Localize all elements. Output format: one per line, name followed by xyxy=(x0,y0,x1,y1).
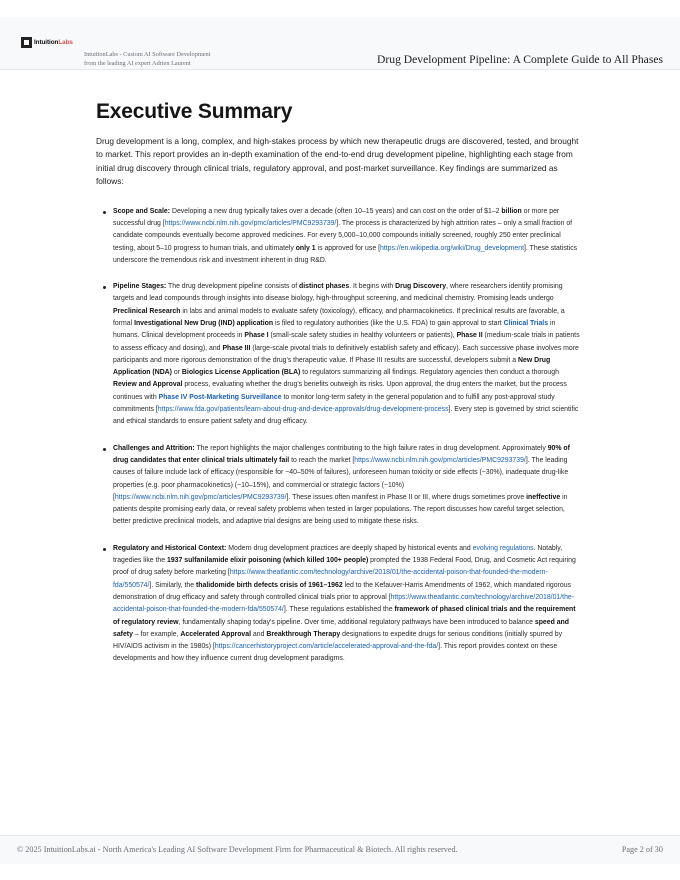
reference-link[interactable]: https://www.theatlantic.com/technology/archive/2018/01/the-accidental-poison-that-founded-the-modern-fda/550574/ xyxy=(113,593,575,614)
reference-link[interactable]: https://www.fda.gov/patients/learn-about-drug-and-device-approvals/drug-development-process xyxy=(157,406,449,414)
reference-link[interactable]: https://www.theatlantic.com/technology/archive/2018/01/the-accidental-poison-that-founded-the-modern-fda/550574/ xyxy=(113,569,548,589)
body-text: ]. Similarly, the xyxy=(149,581,196,589)
emphasis-text: thalidomide birth defects crisis of 1961–1962 xyxy=(196,581,343,589)
logo-text-accent: Labs xyxy=(58,38,73,46)
finding-lead: Pipeline Stages: xyxy=(113,283,167,291)
company-logo[interactable] xyxy=(21,35,73,49)
page-number: Page 2 of 30 xyxy=(621,845,663,854)
body-text: is filed to regulatory authorities (like the U.S. FDA) to gain approval to start xyxy=(273,320,504,327)
logo-text-main: Intuition xyxy=(34,38,59,46)
logo-mark-icon xyxy=(21,37,32,48)
body-text: (large-scale pivotal trials to definitively establish safety and efficacy). Each successive phase involves more participants and more rigorous demonstration of the drug's therapeutic value. If Phase III results are successful, developers submit a xyxy=(113,344,579,364)
emphasis-text: Phase III xyxy=(222,344,251,352)
reference-link[interactable]: https://www.ncbi.nlm.nih.gov/pmc/articles/PMC9293739/ xyxy=(114,493,287,501)
finding-lead: Challenges and Attrition: xyxy=(113,444,195,452)
body-text: . Notably, tragedies like the xyxy=(113,544,563,565)
body-text: led to the Kefauver-Harris Amendments of 1962, which mandated rigorous demonstration of drug efficacy and safety through controlled clinical trials prior to approval [ xyxy=(113,581,571,601)
body-text: in patients despite promising early data, or reveal safety problems when tested in larger populations. The report discusses how careful target selection, better predictive preclinical models, and adaptive trial designs are being used to mitigate these risks. xyxy=(113,493,568,526)
body-text: Modern drug development practices are deeply shaped by historical events and xyxy=(226,544,473,552)
footer-copyright: © 2025 IntuitionLabs.ai - North America's Leading AI Software Development Firm for Pharmaceutical & Biotech. All rights reserved. xyxy=(17,845,458,854)
body-text: designations to expedite drugs for serious conditions (initially spurred by HIV/AIDS activism in the 1980s) [ xyxy=(113,630,563,651)
emphasis-text: speed and safety xyxy=(113,618,569,638)
emphasis-text: Preclinical Research xyxy=(113,307,181,315)
emphasis-text: New Drug Application (NDA) xyxy=(113,356,551,377)
body-text: ]. This report provides context on these developments and how they influence current drug development paradigms. xyxy=(113,643,558,663)
emphasis-text: Phase II xyxy=(456,332,483,340)
finding-item xyxy=(113,443,582,529)
body-text: ]. The leading causes of failure include lack of efficacy (responsible for ~40–50% of failures), unforeseen human toxicity or side effects (~30%), inadequate drug-like properties (e.g. poor pharmacokinetics) (~10–15%), and commercial or strategic factors (~10%) [ xyxy=(113,456,569,501)
body-text: The drug development pipeline consists of xyxy=(166,283,300,291)
body-text: in labs and animal models to evaluate safety (toxicology), efficacy, and pharmacokinetics. If preclinical results are favorable, a formal xyxy=(113,307,565,327)
emphasis-text: Drug Discovery xyxy=(395,283,447,291)
body-text: or xyxy=(171,369,182,377)
reference-link[interactable]: https://www.ncbi.nlm.nih.gov/pmc/articles/PMC9293739/ xyxy=(354,456,526,464)
body-text: prompted the 1938 Federal Food, Drug, and Cosmetic Act requiring proof of drug safety before marketing [ xyxy=(113,557,576,577)
document-title: Drug Development Pipeline: A Complete Guide to All Phases xyxy=(377,53,663,66)
section-heading: Executive Summary xyxy=(96,100,293,123)
emphasis-text: Accelerated Approval xyxy=(180,630,252,638)
body-text: process, evaluating whether the drug's benefits outweigh its risks. Upon approval, the drug enters the market, but the process continues with xyxy=(113,381,567,401)
body-text: or more per successful drug [ xyxy=(113,207,560,227)
emphasis-text: Breakthrough Therapy xyxy=(266,630,341,638)
body-text: Developing a new drug typically takes over a decade (often 10–15 years) and can cost on the order of $1–2 xyxy=(170,207,502,215)
reference-link[interactable]: https://www.ncbi.nlm.nih.gov/pmc/articles/PMC9293739/ xyxy=(164,219,337,227)
key-findings-list xyxy=(96,206,582,666)
reference-link[interactable]: evolving regulations xyxy=(472,544,534,552)
body-text: . It begins with xyxy=(349,283,396,291)
body-text: to monitor long-term safety in the general population and to fulfill any post-approval study commitments [ xyxy=(113,393,555,414)
body-text: The report highlights the major challenges contributing to the high failure rates in drug development. Approximately xyxy=(194,444,548,452)
emphasis-text: Investigational New Drug (IND) application xyxy=(134,320,274,327)
body-text: and xyxy=(251,630,267,638)
body-text: ]. The process is characterized by high attrition rates – only a small fraction of candidate compounds eventually become approved medicines. For every 5,000–10,000 compounds initially screened, roughly 250 enter preclinical testing, about 5–10 progress to human trials, and ultimately xyxy=(113,219,573,252)
emphasis-text: framework of phased clinical trials and the requirement of regulatory review xyxy=(113,606,576,626)
body-text: in humans. Clinical development proceeds in xyxy=(113,320,556,340)
body-text: , where researchers identify promising targets and lead compounds through insights into disease biology, high-throughput screening, and medicinal chemistry. Promising leads undergo xyxy=(113,283,563,303)
body-text: to reach the market [ xyxy=(289,456,355,464)
finding-lead: Regulatory and Historical Context: xyxy=(113,544,227,552)
emphasis-text: Review and Approval xyxy=(113,381,183,389)
body-text: ]. These regulations established the xyxy=(283,606,395,614)
emphasis-text: 90% of drug candidates that enter clinical trials ultimately fail xyxy=(113,444,570,464)
reference-link[interactable]: Clinical Trials xyxy=(503,320,549,327)
emphasis-text: only 1 xyxy=(295,244,316,252)
body-text: to regulators summarizing all findings. Regulatory agencies then conduct a thorough xyxy=(300,369,559,377)
finding-item xyxy=(113,206,582,267)
body-text: ]. These statistics underscore the tremendous risk and investment inherent in drug R&D. xyxy=(113,244,578,264)
reference-link[interactable]: https://cancerhistoryproject.com/article/accelerated-approval-and-the-fda/ xyxy=(214,643,439,651)
emphasis-text: Biologics License Application (BLA) xyxy=(181,369,301,377)
emphasis-text: ineffective xyxy=(526,493,561,501)
body-text: ]. These issues often manifest in Phase II or III, where drugs sometimes prove xyxy=(286,493,527,501)
body-text: (small-scale safety studies in healthy volunteers or patients), xyxy=(268,332,457,340)
finding-lead: Scope and Scale: xyxy=(113,207,171,215)
finding-item xyxy=(113,281,582,429)
page-header xyxy=(0,17,680,70)
reference-link[interactable]: Phase IV Post-Marketing Surveillance xyxy=(158,393,282,401)
body-text: , fundamentally shaping today's pipeline. Over time, additional regulatory pathways have been introduced to balance xyxy=(178,618,535,626)
emphasis-text: billion xyxy=(501,207,522,215)
emphasis-text: Phase I xyxy=(244,332,269,340)
body-text: ]. Every step is governed by strict scientific and ethical standards to ensure patient safety and drug efficacy. xyxy=(113,406,579,426)
body-text: is approved for use [ xyxy=(315,244,380,252)
body-text: – for example, xyxy=(132,630,181,638)
reference-link[interactable]: https://en.wikipedia.org/wiki/Drug_development xyxy=(380,244,525,252)
main-content xyxy=(96,97,582,680)
company-tagline xyxy=(84,51,234,68)
finding-item xyxy=(113,543,582,666)
body-text: (medium-scale trials in patients to assess efficacy and dosing), and xyxy=(113,332,580,352)
tagline-line-2: from the leading AI expert Adrien Laurent xyxy=(84,59,191,67)
emphasis-text: distinct phases xyxy=(299,283,350,291)
emphasis-text: 1937 sulfanilamide elixir poisoning (which killed 100+ people) xyxy=(167,557,369,565)
page-footer xyxy=(0,835,680,864)
intro-paragraph: Drug development is a long, complex, and high-stakes process by which new therapeutic drugs are discovered, tested, and brought to market. This report provides an in-depth examination of the end-to-end drug development pipeline, highlighting each stage from initial drug discovery through clinical trials, regulatory approval, and post-market surveillance. Key findings are summarized as follows: xyxy=(96,136,579,187)
tagline-line-1: IntuitionLabs - Custom AI Software Development xyxy=(84,51,211,58)
